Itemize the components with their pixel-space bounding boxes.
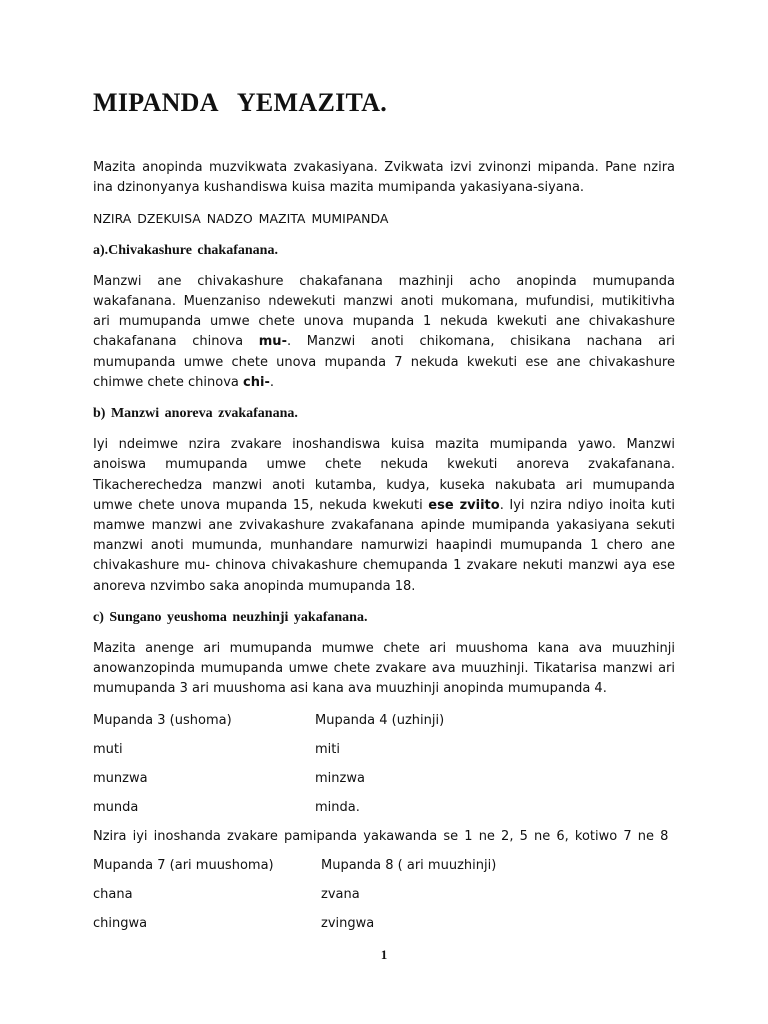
section-b-paragraph: Iyi ndeimwe nzira zvakare inoshandiswa kuisa mazita mumipanda yawo. Manzwi anoiswa mumupanda umwe chete nekuda kwekuti anoreva zvakafanana. Tikacherechedza manzwi anoti kutamba, kudya, kuseka nakubata ari mumupanda umwe chete unova mupanda 15, nekuda kwekuti ese zviito. Iyi nzira ndiyo inoita kuti mamwe manzwi ane zvivakashure zvakafanana apinde mumipanda yakasiyana sekuti manzwi anoti mumunda, munhandare namurwizi haapindi mumupanda 1 chero ane chivakashure mu- chinova chivakashure chemupanda 1 zvakare nekuti manzwi aya ese anoreva nzvimbo saka anopinda mumupanda 18. <box>93 437 675 594</box>
page-number: 1 <box>380 947 388 962</box>
document-page <box>93 88 675 943</box>
bold-prefix-chi: chi- <box>243 374 270 390</box>
note-line: Nzira iyi inoshanda zvakare pamipanda yakawanda se 1 ne 2, 5 ne 6, kotiwo 7 ne 8 <box>93 828 669 844</box>
table1-row: muti miti <box>93 741 340 757</box>
section-c-heading: c) Sungano yeushoma neuzhinji yakafanana. <box>93 609 368 625</box>
page-title: MIPANDA YEMAZITA. <box>93 88 388 117</box>
table1-row: munzwa minzwa <box>93 770 365 786</box>
section-a-heading: a).Chivakashure chakafanana. <box>93 242 278 258</box>
bold-ese-zviito: ese zviito <box>428 497 500 513</box>
table1-header: Mupanda 3 (ushoma) Mupanda 4 (uzhinji) <box>93 712 445 728</box>
table2-header: Mupanda 7 (ari muushoma) Mupanda 8 ( ari muuzhinji) <box>93 857 497 873</box>
table2-row: chingwa zvingwa <box>93 915 375 931</box>
section-c-paragraph: Mazita anenge ari mumupanda mumwe chete ari muushoma kana ava muuzhinji anowanzopinda mumupanda umwe chete zvakare ava muuzhinji. Tikatarisa manzwi ari mumupanda 3 ari muushoma asi kana ava muuzhinji anopinda mumupanda 4. <box>93 641 675 697</box>
table1-row: munda minda. <box>93 799 360 815</box>
main-heading: NZIRA DZEKUISA NADZO MAZITA MUMIPANDA <box>93 211 389 227</box>
bold-prefix-mu: mu- <box>258 334 287 350</box>
intro-paragraph: Mazita anopinda muzvikwata zvakasiyana. Zvikwata izvi zvinonzi mipanda. Pane nzira ina dzinonyanya kushandiswa kuisa mazita mumipanda yakasiyana-siyana. <box>93 160 675 196</box>
table2-row: chana zvana <box>93 886 360 902</box>
section-a-paragraph: Manzwi ane chivakashure chakafanana mazhinji acho anopinda mumupanda wakafanana. Muenzaniso ndewekuti manzwi anoti mukomana, mufundisi, mutikitivha ari mumupanda umwe chete unova mupanda 1 nekuda kwekuti ane chivakashure chakafanana chinova mu-. Manzwi anoti chikomana, chisikana nachana ari mumupanda umwe chete unova mupanda 7 nekuda kwekuti ese ane chivakashure chimwe chete chinova chi-. <box>93 273 675 390</box>
section-b-heading: b) Manzwi anoreva zvakafanana. <box>93 406 298 422</box>
